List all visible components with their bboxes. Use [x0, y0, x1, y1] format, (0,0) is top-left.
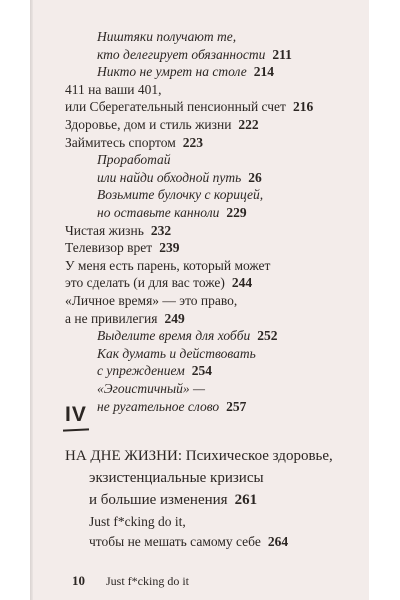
toc-entry-title: Никто не умрет на столе	[97, 64, 247, 80]
part-numeral-underline	[63, 428, 89, 431]
toc-entry-page: 244	[231, 275, 253, 291]
toc-entry	[65, 98, 313, 116]
part-sub-line	[89, 533, 288, 551]
toc-entry-title: У меня есть парень, который может	[65, 257, 271, 273]
toc-entry	[65, 310, 185, 328]
toc-entry-title: Телевизор врет	[65, 240, 153, 256]
toc-entry	[65, 116, 259, 134]
toc-entry-title: с упреждением	[97, 363, 185, 379]
toc-entry-title: Займитесь спортом	[65, 134, 176, 150]
toc-entry	[65, 239, 179, 257]
toc-entry-title: Чистая жизнь	[65, 222, 144, 238]
toc-entry-title: Проработай	[97, 152, 171, 168]
part-sub-line	[89, 513, 186, 531]
toc-entry	[65, 292, 237, 310]
toc-entry-title: Здоровье, дом и стиль жизни	[65, 117, 232, 132]
toc-entry-page: 239	[159, 240, 180, 256]
toc-entry	[97, 28, 236, 46]
footer-page-number: 10	[72, 573, 85, 588]
part-title-line	[89, 468, 264, 489]
toc-entry-page: 26	[248, 169, 262, 185]
toc-entry-title: Возьмите булочку с корицей,	[97, 187, 264, 203]
part-sub-page: 264	[267, 534, 289, 549]
toc-entry	[97, 151, 171, 169]
toc-entry-page: 222	[238, 117, 259, 132]
part-sub-text: Just f*cking do it,	[89, 514, 186, 529]
part-title-text: НА ДНЕ ЖИЗНИ: Психическое здоровье,	[65, 448, 333, 464]
toc-entry-page: 214	[253, 64, 274, 80]
page-footer	[72, 573, 189, 589]
part-title-page: 261	[234, 492, 258, 508]
toc-entry-title: Выделите время для хобби	[97, 328, 251, 344]
toc-entry-page: 249	[164, 310, 185, 326]
book-page	[33, 0, 369, 600]
part-title-text: и большие изменения	[89, 492, 228, 508]
toc-entry	[97, 327, 278, 345]
part-title-text: экзистенциальные кризисы	[89, 470, 264, 486]
toc-entry-title: Ништяки получают те,	[97, 29, 237, 44]
toc-entry	[97, 169, 262, 187]
toc-entry-title: «Личное время» — это право,	[65, 293, 238, 308]
toc-entry	[97, 398, 246, 416]
footer-running-title: Just f*cking do it	[106, 574, 189, 588]
toc-entry-title: кто делегирует обязанности	[97, 46, 266, 62]
part-numeral: IV	[65, 403, 87, 426]
toc-entry	[97, 362, 212, 380]
toc-entry-page: 211	[272, 46, 292, 62]
toc-entry-title: или Сберегательный пенсионный счет	[65, 99, 286, 115]
toc-entry	[97, 63, 274, 81]
toc-entry	[97, 46, 292, 64]
toc-entry-title: но оставьте канноли	[97, 205, 220, 220]
toc-entry-title: не ругательное слово	[97, 398, 220, 414]
toc-entry	[97, 186, 263, 204]
toc-entry-page: 257	[226, 398, 247, 414]
part-sub-text: чтобы не мешать самому себе	[89, 534, 261, 549]
part-title-line	[65, 446, 333, 467]
toc-entry-title: это сделать (и для вас тоже)	[65, 275, 225, 291]
toc-entry	[97, 380, 205, 398]
toc-entry	[97, 345, 256, 363]
toc-entry-page: 223	[182, 134, 204, 150]
toc-entry-page: 252	[257, 328, 278, 344]
part-title-line	[89, 490, 257, 511]
toc-entry-page: 216	[292, 99, 314, 115]
toc-entry-page: 232	[150, 222, 172, 238]
toc-entry-title: 411 на ваши 401,	[65, 81, 162, 97]
toc-entry	[65, 274, 252, 292]
toc-entry-title: или найди обходной путь	[97, 169, 242, 185]
toc-entry	[65, 257, 270, 275]
toc-entry-title: «Эгоистичный» —	[97, 381, 206, 396]
toc-entry	[65, 134, 203, 152]
toc-entry	[97, 204, 247, 222]
toc-entry	[65, 81, 162, 99]
toc-entry-page: 254	[191, 363, 213, 379]
toc-entry-title: Как думать и действовать	[97, 345, 256, 361]
toc-entry	[65, 222, 171, 240]
toc-entry-page: 229	[226, 205, 247, 220]
toc-entry-title: а не привилегия	[65, 310, 158, 326]
